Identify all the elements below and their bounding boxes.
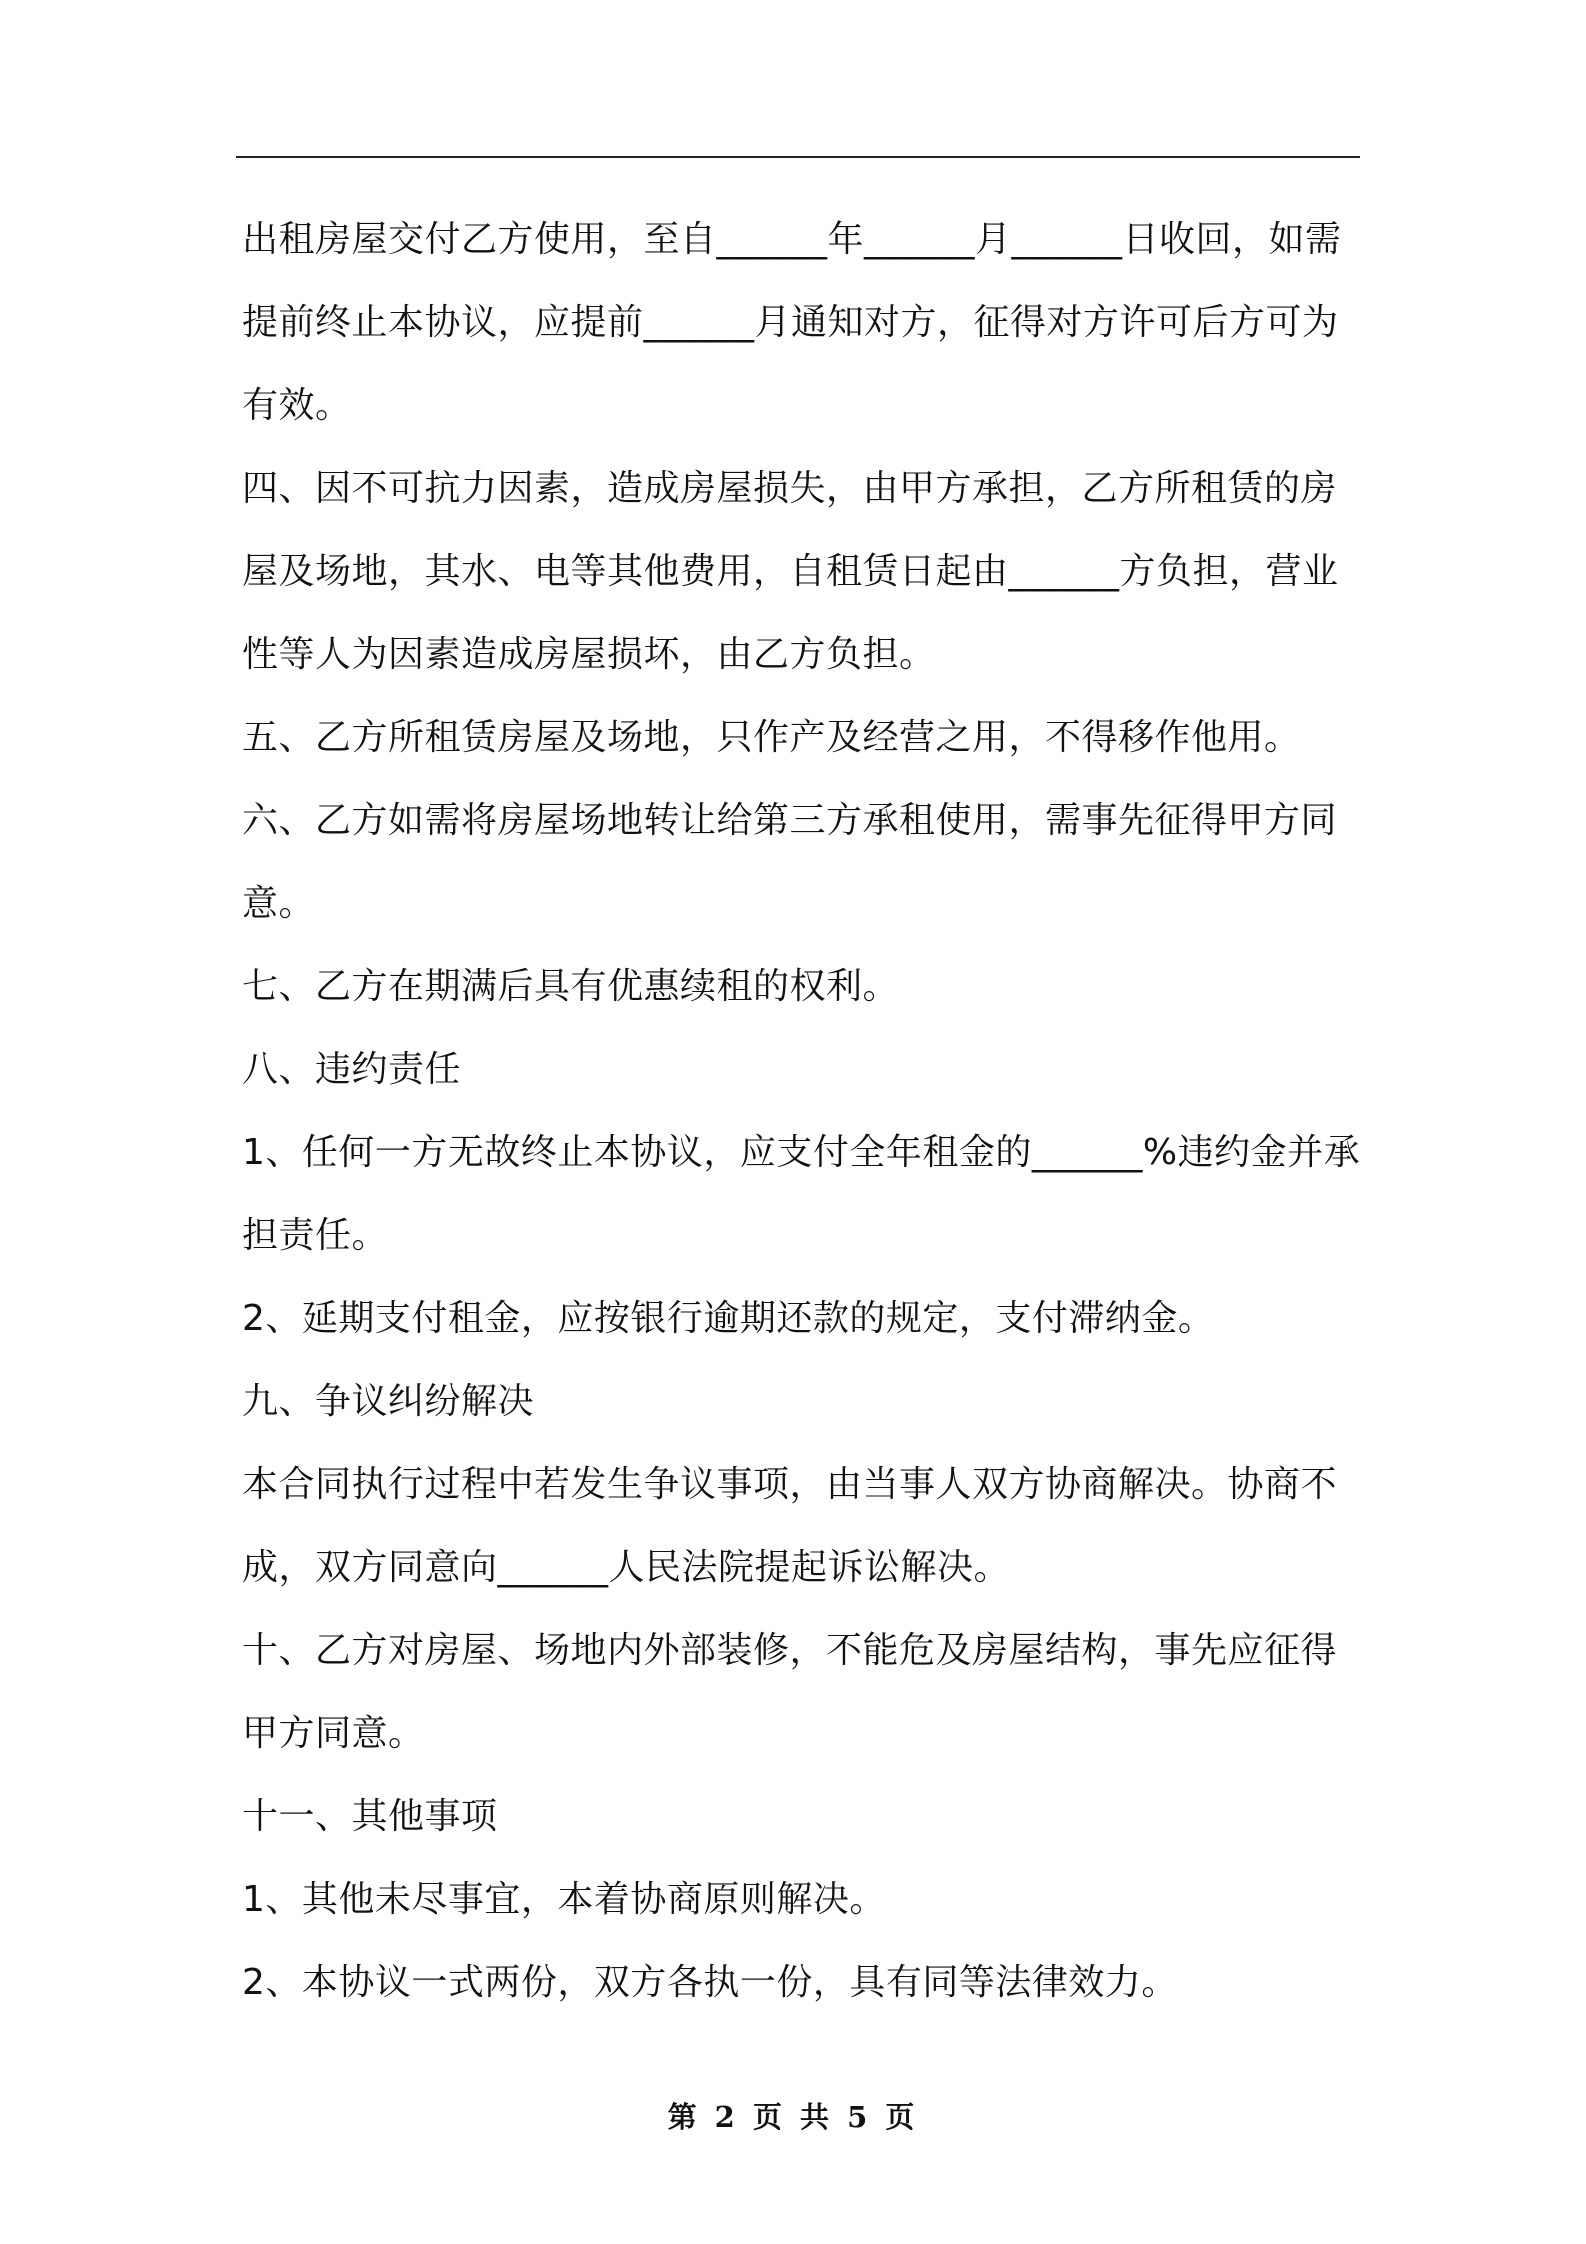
paragraph-other-1: 1、其他未尽事宜，本着协商原则解决。 xyxy=(242,1879,886,1920)
paragraph-renovation: 十、乙方对房屋、场地内外部装修，不能危及房屋结构，事先应征得甲方同意。 xyxy=(242,1630,1338,1754)
paragraph-renewal: 七、乙方在期满后具有优惠续租的权利。 xyxy=(242,966,900,1007)
paragraph-breach-2: 2、延期支付租金，应按银行逾期还款的规定，支付滞纳金。 xyxy=(242,1298,1215,1339)
section-heading-breach: 八、违约责任 xyxy=(242,1049,462,1090)
paragraph-dispute: 本合同执行过程中若发生争议事项，由当事人双方协商解决。协商不成，双方同意向______人民法院提起诉讼解决。 xyxy=(242,1464,1338,1588)
paragraph-other-2: 2、本协议一式两份，双方各执一份，具有同等法律效力。 xyxy=(242,1962,1178,2003)
paragraph-breach-1: 1、任何一方无故终止本协议，应支付全年租金的______%违约金并承担责任。 xyxy=(242,1132,1361,1256)
header-divider xyxy=(236,156,1360,158)
section-heading-other: 十一、其他事项 xyxy=(242,1796,498,1837)
document-body xyxy=(242,198,1362,2024)
paragraph-usage: 五、乙方所租赁房屋及场地，只作产及经营之用，不得移作他用。 xyxy=(242,717,1301,758)
page-number: 第 2 页 共 5 页 xyxy=(667,2100,919,2134)
section-heading-dispute: 九、争议纠纷解决 xyxy=(242,1381,535,1422)
paragraph-sublease: 六、乙方如需将房屋场地转让给第三方承租使用，需事先征得甲方同意。 xyxy=(242,800,1338,924)
paragraph-force-majeure: 四、因不可抗力因素，造成房屋损失，由甲方承担，乙方所租赁的房屋及场地，其水、电等其他费用，自租赁日起由______方负担，营业性等人为因素造成房屋损坏，由乙方负担。 xyxy=(242,468,1339,675)
paragraph-return-clause: 出租房屋交付乙方使用，至自______年______月______日收回，如需提前终止本协议，应提前______月通知对方，征得对方许可后方可为有效。 xyxy=(242,219,1342,426)
